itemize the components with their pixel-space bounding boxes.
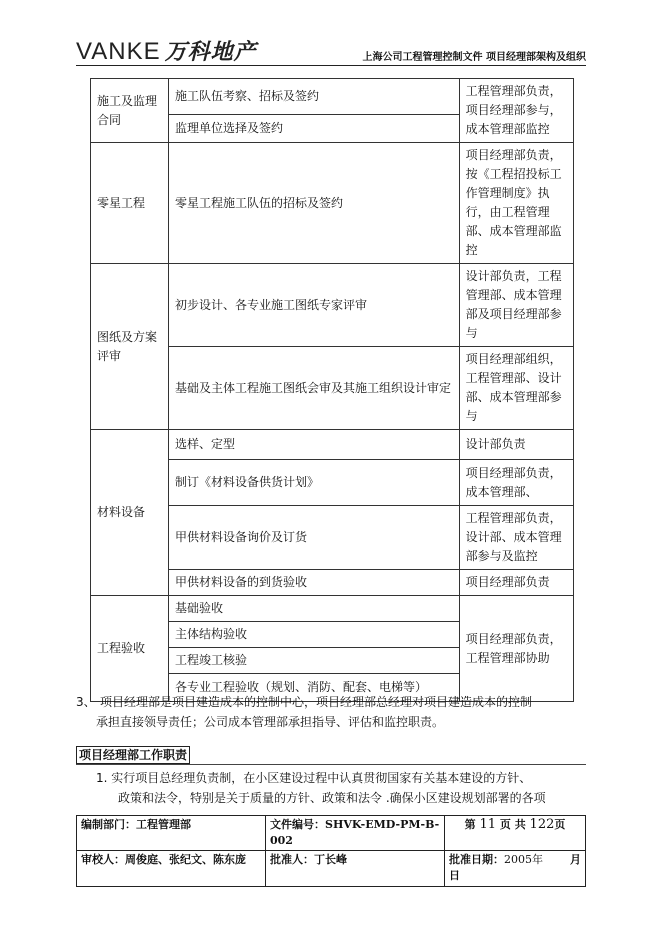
header-divider: [76, 65, 586, 66]
task-cell: 甲供材料设备询价及订货: [168, 506, 459, 570]
logo-cn-text: 万科地产: [164, 40, 257, 65]
task-cell: 基础及主体工程施工图纸会审及其施工组织设计审定: [168, 347, 459, 430]
task-cell: 选样、定型: [168, 430, 459, 460]
task-cell: 施工队伍考察、招标及签约: [168, 79, 459, 115]
section-item-1-line2: 政策和法令，特别是关于质量的方针、政策和法令 .确保小区建设规划部署的各项: [118, 791, 546, 805]
responsible-cell: 工程管理部负责，项目经理部参与，成本管理部监控: [459, 79, 573, 143]
category-cell: 施工及监理合同: [91, 79, 169, 143]
task-cell: 制订《材料设备供货计划》: [168, 460, 459, 506]
page-total: 122: [529, 817, 555, 832]
responsible-cell: 项目经理部负责，工程管理部协助: [459, 596, 573, 702]
paragraph-3-line1: 项目经理部是项目建造成本的控制中心，项目经理部总经理对项目建造成本的控制: [100, 695, 533, 709]
page-mid: 页 共: [499, 818, 526, 831]
footer-page-info: [445, 816, 586, 851]
vanke-logo: [76, 38, 257, 66]
date-label: 批准日期：: [449, 853, 504, 866]
responsible-cell: 项目经理部负责，按《工程招投标工作管理制度》执行，由工程管理部、成本管理部监控: [459, 143, 573, 264]
responsibility-table: [90, 78, 574, 702]
responsible-cell: 设计部负责: [459, 430, 573, 460]
responsible-cell: 项目经理部负责: [459, 570, 573, 596]
date-month: 月: [570, 853, 581, 866]
responsible-cell: 设计部负责，工程管理部、成本管理部及项目经理部参与: [459, 264, 573, 347]
responsible-cell: 项目经理部组织，工程管理部、设计部、成本管理部参与: [459, 347, 573, 430]
logo-en-text: VANKE: [76, 38, 161, 65]
task-cell: 主体结构验收: [168, 622, 459, 648]
date-day: 日: [449, 869, 460, 882]
section-title: 项目经理部工作职责: [76, 746, 190, 764]
page-prefix: 第: [464, 818, 476, 831]
footer-approver: 批准人：丁长峰: [266, 851, 445, 887]
category-cell: 零星工程: [91, 143, 169, 264]
paragraph-3-line2: 承担直接领导责任；公司成本管理部承担指导、评估和监控职责。: [96, 715, 445, 729]
category-cell: 工程验收: [91, 596, 169, 702]
task-cell: 监理单位选择及签约: [168, 115, 459, 143]
paragraph-3-number: 3、: [76, 695, 96, 709]
section-divider: [76, 764, 586, 765]
document-title: 上海公司工程管理控制文件 项目经理部架构及组织: [362, 52, 586, 63]
task-cell: 甲供材料设备的到货验收: [168, 570, 459, 596]
page-suffix: 页: [554, 818, 566, 831]
task-cell: 基础验收: [168, 596, 459, 622]
responsible-cell: 工程管理部负责，设计部、成本管理部参与及监控: [459, 506, 573, 570]
footer-file-no: 文件编号：SHVK-EMD-PM-B-002: [266, 816, 445, 851]
category-cell: 图纸及方案评审: [91, 264, 169, 430]
task-cell: 初步设计、各专业施工图纸专家评审: [168, 264, 459, 347]
responsible-cell: 项目经理部负责，成本管理部、: [459, 460, 573, 506]
task-cell: 零星工程施工队伍的招标及签约: [168, 143, 459, 264]
page-number: 11: [479, 817, 497, 832]
footer-reviewers: 审校人：周俊庭、张纪文、陈东庞: [77, 851, 266, 887]
category-cell: 材料设备: [91, 430, 169, 596]
footer-table: [76, 815, 586, 887]
task-cell: 各专业工程验收（规划、消防、配套、电梯等）: [168, 674, 459, 702]
section-item-1-line1: 1. 实行项目总经理负责制，在小区建设过程中认真贯彻国家有关基本建设的方针、: [96, 771, 532, 785]
date-year: 2005年: [504, 853, 543, 866]
task-cell: 工程竣工核验: [168, 648, 459, 674]
footer-approval-date: [445, 851, 586, 887]
footer-dept: 编制部门：工程管理部: [77, 816, 266, 851]
